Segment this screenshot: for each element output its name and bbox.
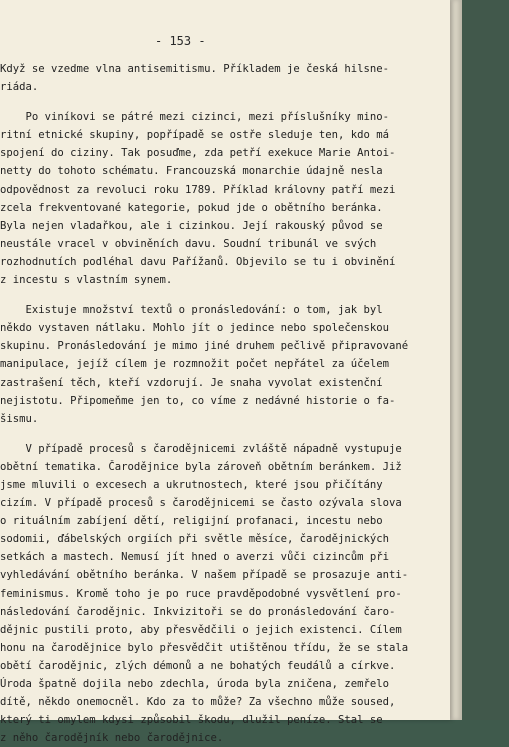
text-line: Byla nejen vladařkou, ale i cizinkou. Její rakouský původ se [0,219,383,232]
text-line: obětí čarodějnic, zlých démonů a ne bohatých feudálů a církve. [0,659,396,672]
text-line: cizím. V případě procesů s čarodějnicemi se často ozývala slova [0,497,402,510]
text-line: skupinu. Pronásledování je mimo jiné druhem pečlivě připravované [0,340,409,353]
text-line: zcela frekventované kategorie, pokud jde o obětního beránka. [0,201,383,214]
book-cover-edge [455,0,509,720]
text-line: z incestu s vlastním synem. [0,274,173,287]
text-line: který ti omylem kdysi způsobil škodu, dlužil peníze. Stal se [0,714,383,727]
text-line: ritní etnické skupiny, popřípadě se ostře sleduje ten, kdo má [0,129,390,142]
text-line: manipulace, jejíž cílem je rozmnožit počet nepřátel za účelem [0,358,390,371]
text-line: Když se vzedme vlna antisemitismu. Příkladem je česká hilsne- [0,63,390,75]
text-line: Existuje množství textů o pronásledování: o tom, jak byl [0,304,383,317]
page-text [0,60,446,747]
paragraph [0,60,446,96]
text-line: feminismus. Kromě toho je po ruce pravděpodobné vysvětlení pro- [0,587,402,600]
text-line: setkách a mastech. Nemusí jít hned o averzi vůči cizincům při [0,551,390,564]
page-number: - 153 - [155,34,206,48]
text-line: netty do tohoto schématu. Francouzská monarchie údajně nesla [0,165,383,178]
text-line: jsme mluvili o excesech a ukrutnostech, které jsou přičítány [0,478,383,491]
text-line: nejistotu. Připomeňme jen to, co víme z nedávné historie o fa- [0,394,396,407]
text-line: honu na čarodějnice bylo přesvědčit utištěnou třídu, že se stala [0,641,409,654]
text-line: vyhledávání obětního beránka. V našem případě se prosazuje anti- [0,569,409,582]
text-line: dítě, někdo onemocněl. Kdo za to může? Za všechno může soused, [0,696,396,709]
text-line: někdo vystaven nátlaku. Mohlo jít o jedince nebo společenskou [0,322,390,335]
text-line: rozhodnutích podléhal davu Pařížanů. Objevilo se tu i obvinění [0,255,396,268]
text-line: Úroda špatně dojila nebo zdechla, úroda byla zničena, zemřelo [0,678,390,690]
page-stack-edge [448,0,462,720]
text-line: V případě procesů s čarodějnicemi zvláště nápadně vystupuje [0,442,402,455]
text-line: riáda. [0,81,39,94]
text-line: následování čarodějnic. Inkvizitoři se do pronásledování čaro- [0,605,396,618]
paragraph [0,108,446,289]
text-line: spojení do ciziny. Tak posuďme, zda petří exekuce Marie Antoi- [0,147,396,160]
text-line: obětní tematika. Čarodějnice byla zároveň obětním beránkem. Již [0,460,402,473]
text-line: sodomii, ďábelských orgiích při světle měsíce, čarodějnických [0,533,390,546]
text-line: Po viníkovi se pátré mezi cizinci, mezi příslušníky mino- [0,111,390,124]
text-line: zastrašení těch, kteří vzdorují. Je snaha vyvolat existenční [0,376,383,389]
text-line: neustále vracel v obviněních davu. Soudní tribunál ve svých [0,237,377,250]
text-line: šismu. [0,412,39,425]
paragraph-gap [0,96,446,108]
paragraph-gap [0,428,446,440]
paragraph-gap [0,289,446,301]
text-line: o rituálním zabíjení dětí, religijní profanaci, incestu nebo [0,515,383,528]
paragraph [0,301,446,428]
paragraph [0,440,446,747]
text-line: z něho čarodějník nebo čarodějnice. [0,732,224,745]
text-line: odpovědnost za revoluci roku 1789. Příklad královny patří mezi [0,183,396,196]
text-line: dějnic pustili proto, aby přesvědčili o jejich existenci. Cílem [0,623,402,636]
